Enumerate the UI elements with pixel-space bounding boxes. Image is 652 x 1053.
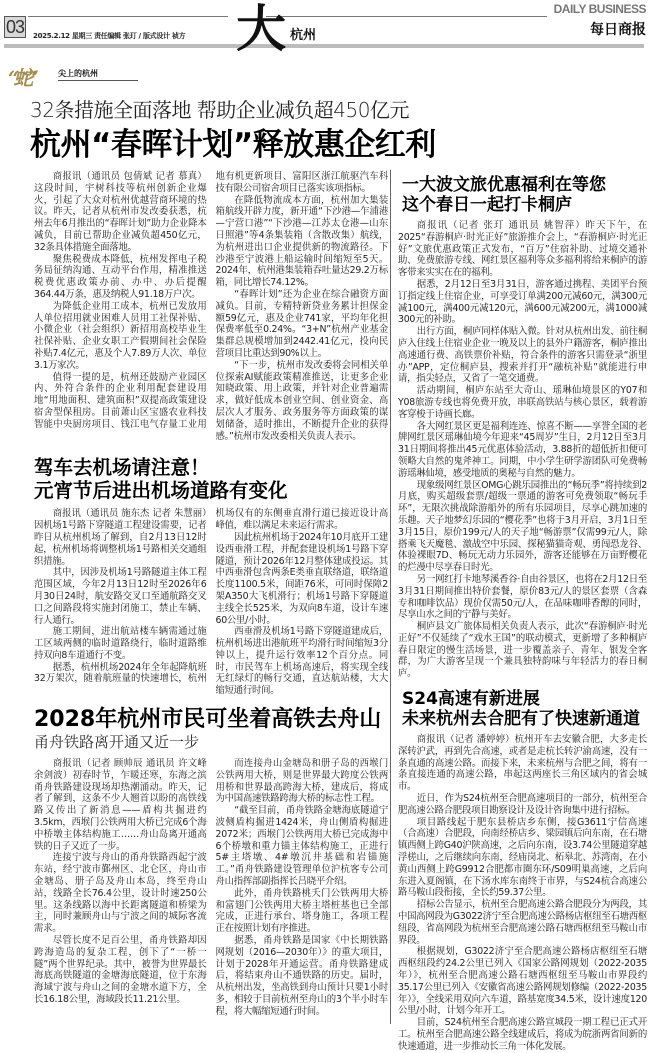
paragraph: 施工期间，进出航站楼车辆需通过施工区域两侧的临时道路绕行，临时道路维持双向8车道通行不变。 [34,626,207,661]
article-headline [34,456,388,502]
left-column [34,171,388,1018]
article-headline: 2028年杭州市民可坐着高铁去舟山 [34,707,382,733]
headline-line: 这个春日一起打卡桐庐 [402,194,572,215]
paragraph: 各大网红景区更是福利连连、惊喜不断——享誉全国的老牌网红景区瑶琳仙境今年迎来“45周岁”生日，2月12日至3月31日期间将推出45元优惠体验活动，3.88折的超低折扣便可领略大自然的鬼斧神工。同期，中小学生研学游团队可免费畅游瑶琳仙境，感受地质的奥秘与自然的魅力。 [398,420,647,479]
article-headline [398,690,647,729]
right-column [398,176,647,1053]
header-rule [266,16,547,17]
paragraph: 在降低物流成本方面，杭州加大集装箱航线开辟力度，新开通“下沙港—乍浦港—宁营口港”“下沙港—江苏太仓港—山东日照港”等4条集装箱（含散改集）航线，为杭州进出口企业提供新的物流路径。下沙港至宁波港上船运输时间缩短至5天。2024年，杭州港集装箱吞吐量达29.2万标箱，同比增长74.12%。 [215,194,388,289]
headline-line: 一大波文旅优惠福利在等您 [402,175,606,195]
dateline: 2025.2.12 星期三 责任编辑 张玎 / 版式设计 祯方 [33,32,186,40]
paragraph: 商报讯（记者 顾帅辰 通讯员 许文峰 余剑波）初春时节，乍暖还寒，东海之滨甬舟铁路建设现场却热潮涌动。昨天，记者了解到，这条不少人翘首以盼的高铁线路又传出了新消息——盾构共掘进约3.5km，西堠门公铁两用大桥已完成6个海中桥墩主体结构施工……舟山岛离开通高铁的日子又近了一步。 [34,758,207,852]
paragraph: 项目路线起于肥东县桥店乡东侧，接G3611宁信高速（合高速）合肥段，向南经桥店乡、梁园镇后向东南，在石塘镇西侧上跨G40沪陕高速，之后向东南，设3.74公里隧道穿越浮槎山，之后继续向东南，经庙岗北、柘皋北、苏湾南，在小黄山西侧上跨G9912合肥都市圈东环/S09明巢高速，之后向东进入夏阁镇，在下汤水库东南终于市界，与S24杭合高速公路马鞍山段衔接，全长约59.37公里。 [398,816,647,899]
header-bar [4,44,644,48]
paragraph: 尽管长度不足百公里，甬舟铁路却因跨海造岛的复杂工程，创下了“一桥一隧”两个世界纪录。其中，被誉为世界最长海底高铁隧道的金塘海底隧道，位于东海海域宁波与舟山之间的金塘水道下方，全长16.18公里，海域段长11.21公里。 [34,935,207,1006]
paragraph: 连接宁波与舟山的甬舟铁路西起宁波东站，经宁波市鄞州区、北仑区，舟山市金塘岛、册子岛及舟山本岛，终至舟山站，线路全长76.4公里，设计时速250公里。这条线路以海中长距离隧道和桥梁为主，同时兼顾舟山与宁波之间的城际客流需求。 [34,852,207,935]
article-headline [398,176,647,215]
paragraph: 活动期间，桐庐东站至大奇山、瑶琳仙境景区的Y07和Y08旅游专线也将免费开放，串联高铁站与核心景区，载着游客穿梭于诗画长廊。 [398,385,647,420]
headline-line: 元宵节后进出机场道路有变化 [34,479,288,503]
paragraph: 目前，S24杭州至合肥高速公路宣城段一期工程已正式开工。杭州至合肥高速公路全线建成后，将成为皖浙两省间新的快速通道，进一步推动长三角一体化发展。 [398,1017,647,1052]
paragraph: “春晖计划”还为企业在综合融资方面减负。目前，专精特新贷业务累计担保金额59亿元，惠及企业741家，平均年化担保费率低至0.24%。“3+N”杭州产业基金集群总规模增加到2442.41亿元，投向民营项目比重达到90%以上。 [215,288,388,359]
paragraph: 现象级网红景区OMG心跳乐园推出的“畅玩季”将持续到2月底，购买超级套票/超级一票通的游客可免费领取“畅玩手环”，无限次挑战除游船外的所有乐园项目，尽享心跳加速的乐趣。天子地梦幻乐园的“樱花季”也将于3月开启，3月1日至3月15日，原价199元/人的天子地“畅游票”仅需99元/人，除搭乘飞天魔毯、激战空中乐园、探秘猫猫奇观、勇闯恐龙谷、体验裸眼7D、畅玩无动力乐园外，游客还能够在万亩野樱花的烂漫中尽享春日时光。 [398,479,647,574]
paragraph: 据悉，甬舟铁路是国家《中长期铁路网规划（2016—2030年）》的重大项目，计划于2028年开通运营。甬舟铁路建成后，将结束舟山不通铁路的历史。届时，从杭州出发，坐高铁到舟山预计只要1小时多，相较于目前杭州至舟山的3个半小时车程，将大幅缩短通行时间。 [215,935,388,1017]
paragraph: 聚焦税费成本降低，杭州发挥电子税务局征纳沟通、互动平台作用，精准推送税费优惠政策办前、办中、办后提醒364.44万条，惠及纳税人91.18万户次。 [34,253,207,300]
header-rule [28,16,228,17]
snake-calligraphy: “蛇” [8,66,34,90]
article-subtitle: 甬舟铁路离开通又近一步 [34,733,200,752]
paragraph: 商报讯（记者 潘婷婷）杭州开车去安徽合肥，大多走长深转沪武，再到先合高速，或者是走杭长转沪渝高速，没有一条直通的高速公路。而接下来，未来杭州与合肥之间，将有一条直接连通的高速公路，串起这两座长三角区域内的省会城市。 [398,734,647,793]
paragraph: 另一网红打卡地琴溪香谷·自由谷景区，也将在2月12日至3月31日期间推出特价套餐，原价83元/人的景区套票（含森专和咖啡饮品）现价仅需50元/人，在品味咖啡香醇的同时，尽享山水之间的宁静与美好。 [398,573,647,621]
article-body [34,508,388,697]
paragraph: “下一步，杭州市发改委将会同相关单位探索AI赋能政策精准推送，让更多企业知晓政策、用上政策，并针对企业普遍需求，做好低成本创业空间、创业资金、高层次人才服务、政务服务等方面政策的谋划储备，适时推出，不断提升企业的获得感。”杭州市发改委相关负责人表示。 [215,359,388,442]
article-body [34,758,388,1018]
article-headline: 杭州“春晖计划”释放惠企红利 [30,127,436,163]
paragraph: 西垂滑及机场1号路下穿隧道建成后，杭州机场进出港航班平均滑行时间缩短3分钟以上，提升运行效率12个百分点。同时，市民驾车上机场高速后，将实现全线无红绿灯的畅行交通，直达航站楼，大大缩短通行时间。 [215,626,388,697]
paragraph: 其中，因涉及机场1号路隧道主体工程范围区域，今年2月13日12时至2026年6月30日24时，航安路交叉口至通航路交叉口之间路段将实施封闭施工，禁止车辆、行人通行。 [34,567,207,626]
column-tag: 尖上的杭州 [58,69,98,78]
headline-line: S24高速有新进展 [402,689,540,710]
paragraph: 此外，甬舟铁路桃夭门公铁两用大桥和富翅门公铁两用大桥主塔桩基也已全部完成，正进行承台、塔身施工，各项工程正在按照计划有序推进。 [215,887,388,935]
section-name: 杭州 [290,28,317,43]
article-body [34,171,388,442]
paragraph: “截至目前，甬舟铁路金塘海底隧道宁波侧盾构掘进1424米，舟山侧盾构掘进2072米；西堠门公铁两用大桥已完成海中6个桥墩和重力锚主体结构施工，正进行5#主塔墩、4#墩沉井基础和岩锚施工。”甬舟铁路建设管理单位沪杭客专公司舟山指挥部副指挥长吕晓平介绍。 [215,805,388,888]
paragraph: 商报讯（通讯员 包倩斌 记者 慕真）这段时间，宇树科技等杭州创新企业爆火，引起了大众对杭州优越营商环境的热议。昨天，记者从杭州市发改委获悉，杭州去年6月推出的“春晖计划”助力企业降本减负，目前已帮助企业减负超450亿元，32条具体措施全面落地。 [34,171,207,253]
column-divider [390,170,391,1024]
article-body [398,734,647,1053]
article-body [398,220,647,680]
paragraph: 招标公告显示，杭州至合肥高速公路合肥段分为两段，其中国高网段为G3022济宁至合肥高速公路杨店枢纽至石塘西枢纽段，省高网段为杭州至合肥高速公路石塘西枢纽至马鞍山市界段。 [398,899,647,946]
headline-line: 驾车去机场请注意！ [34,456,210,480]
paragraph: 商报讯（通讯员 施东杰 记者 朱慧丽）因机场1号路下穿隧道工程建设需要，记者昨日从杭州机场了解到，自2月13日12时起，杭州机场将调整机场1号路相关交通组织措施。 [34,508,207,567]
paragraph: 商报讯（记者 张玎 通讯员 姚智萍）昨天下午，在2025“春游桐庐·时光正好”旅游推介会上，“春游桐庐·时光正好”文旅优惠政策正式发布，“百万”住宿补助、过境交通补助、免费旅游专线、网红景区福利等众多福利将给来桐庐的游客带来实实在在的福利。 [398,220,647,279]
headline-line: 未来杭州去合肥有了快速新通道 [402,708,640,729]
paragraph: 因此杭州机场于2024年10月底开工建设西垂滑工程，并配套建设机场1号路下穿隧道，预计2026年12月整体建成投运。其中西垂滑包含两条E类垂直联络道，联络道长度1100.5米，间距76米，可同时保障2架A350大飞机滑行；机场1号路下穿隧道主线全长525米，为双向8车道，设计车速60公里/小时。 [215,531,388,626]
brand-chinese: 每日商报 [590,22,646,38]
paragraph: 出行方面，桐庐同样体贴入微。针对从杭州出发、前往桐庐入住线上住宿业企业一晚及以上的县外户籍游客，桐庐推出高速通行费、高铁票价补贴，符合条件的游客只需登录“浙里办”APP，定位桐庐县，搜索并打开“融杭补贴”就能进行申请，指尖轻点，又省了一笔交通费。 [398,326,647,385]
section-logo: 大 [236,0,286,58]
brand-english: DAILY BUSINESS [553,2,646,16]
paragraph: 桐庐县文广旅体局相关负责人表示，此次“春游桐庐·时光正好”不仅延续了“戏水王国”的联动模式，更新增了多种桐庐春日限定的慢生活场景，进一步覆盖亲子、青年、银发全客群，为广大游客呈现一个兼具独特韵味与年轻活力的春日桐庐。 [398,621,647,680]
paragraph: 而连接舟山金塘岛和册子岛的西堠门公铁两用大桥，则是世界最大跨度公铁两用桥和世界最高跨海大桥，建成后，将成为中国高速铁路跨海大桥的标志性工程。 [215,758,388,805]
paragraph: 近日，作为S24杭州至合肥高速项目的一部分，杭州至合肥高速公路合肥段项目勘察设计及设计咨询集中进行招标。 [398,793,647,816]
paragraph: 据悉，2月12日至3月31日，游客通过携程、美团平台预订指定线上住宿企业，可享受订单满200元减60元，满300元减100元，满400元减120元，满600元减200元，满1000减300元的补助。 [398,278,647,326]
tag-rule [58,80,138,81]
paragraph: 据悉，杭州机场2024年全年起降航班32万架次，随着航班量的快速增长，杭州机场仅有的东侧垂直滑行道已接近设计高峰值，难以满足未来运行需求。 [34,508,388,685]
paragraph: 为降低企业用工成本，杭州已发放用人单位招用就业困难人员用工社保补贴、小微企业（社会组织）新招用高校毕业生社保补贴、企业女职工产假期间社会保险补贴7.4亿元，惠及个人7.89万人次、单位3.1万家次。 [34,300,207,371]
article-subtitle: 32条措施全面落地 帮助企业减负超450亿元 [30,98,409,122]
paragraph: 值得一提的是，杭州还鼓励产业园区内、外符合条件的企业利用配套建设用地“用地面积、建筑面积”双提高政策建设宿舍型保租房。目前萧山区宝盛农业科技智能中央厨房项目、钱江电气存量工业用地有机更新项目、富阳区浙江航驱汽车科技有限公司宿舍项目已落实该项指标。 [34,171,388,430]
paragraph: 根据规划，G3022济宁至合肥高速公路杨店枢纽至石塘西枢纽段约24.2公里已列入《国家公路网规划（2022-2035年）》，杭州至合肥高速公路石塘西枢纽至马鞍山市界段约35.17公里已列入《安徽省高速公路网规划修编（2022-2035年）》，全线采用双向六车道，路基宽度34.5米，设计速度120公里/小时，计划今年开工。 [398,946,647,1017]
page-number: 03 [5,17,25,37]
